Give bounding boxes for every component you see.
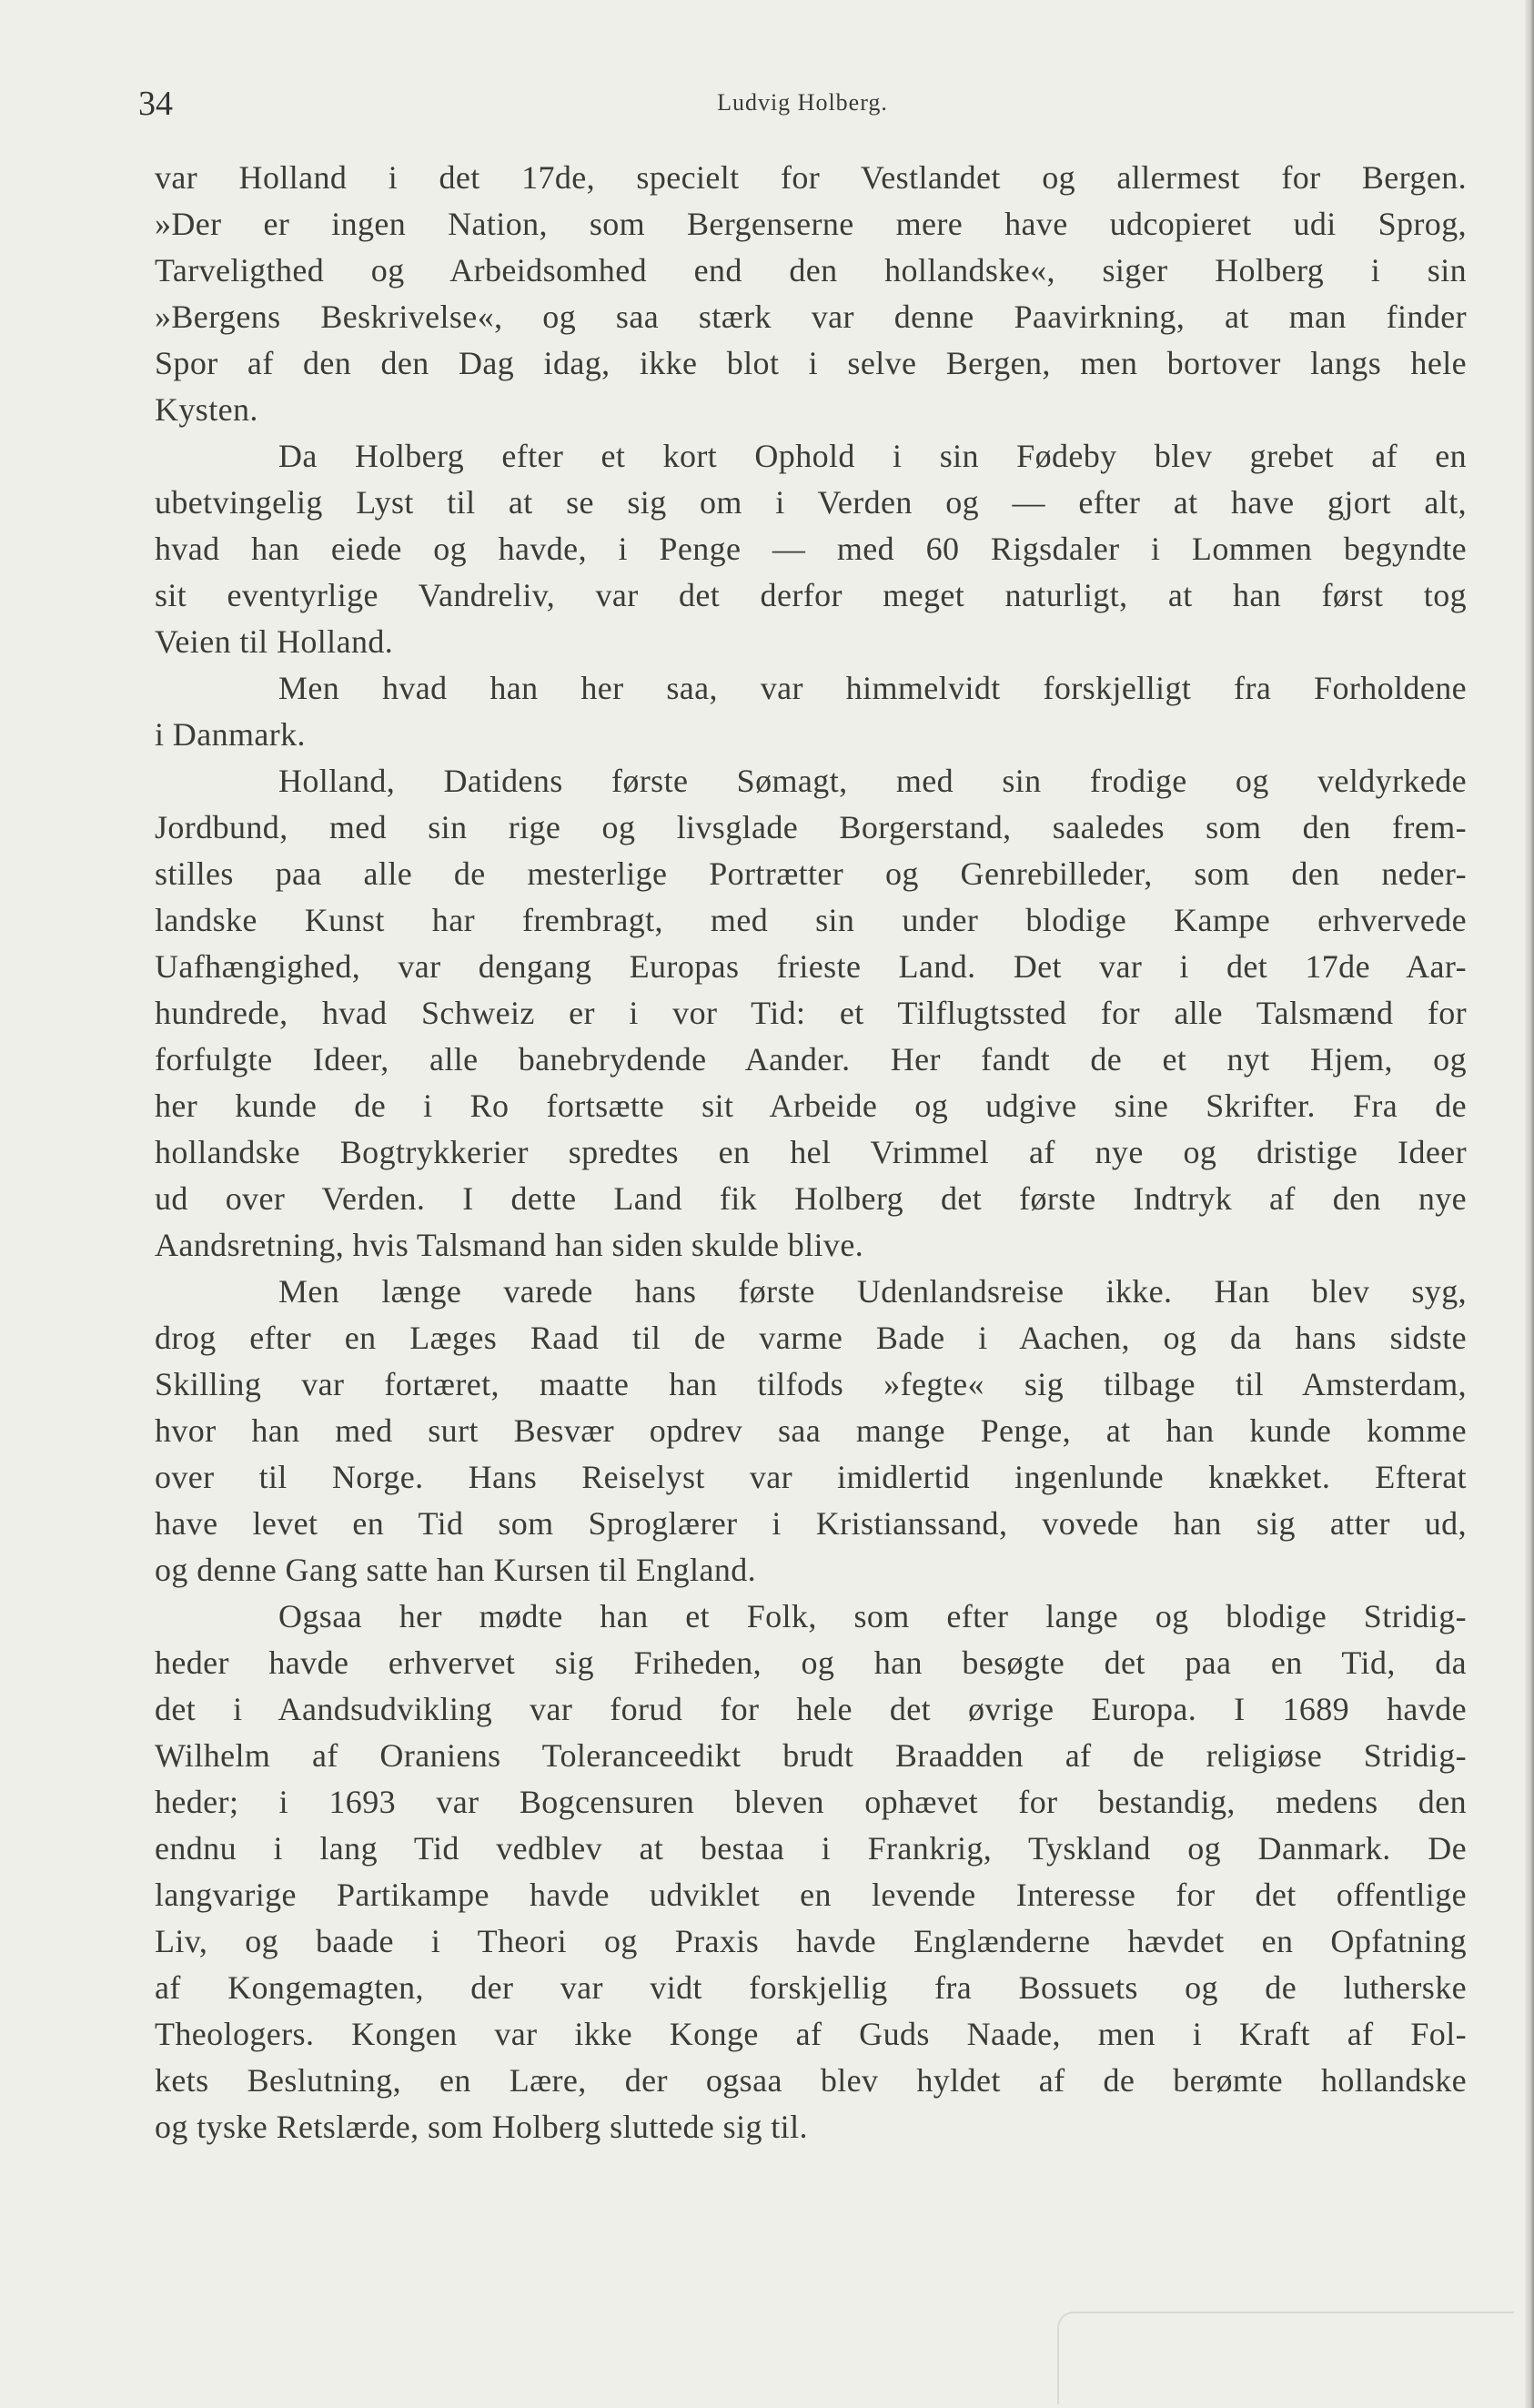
text-line: ubetvingelig Lyst til at se sig om i Verden og — efter at have gjort alt, bbox=[155, 484, 1467, 521]
text-line: her kunde de i Ro fortsætte sit Arbeide og udgive sine Skrifter. Fra de bbox=[155, 1088, 1467, 1124]
text-line: Liv, og baade i Theori og Praxis havde Englænderne hævdet en Opfatning bbox=[155, 1923, 1467, 1959]
page-header bbox=[138, 84, 1467, 129]
text-line: landske Kunst har frembragt, med sin under blodige Kampe erhvervede bbox=[155, 902, 1467, 938]
text-line: af Kongemagten, der var vidt forskjellig fra Bossuets og de lutherske bbox=[155, 1969, 1467, 2006]
paragraph bbox=[155, 665, 1467, 758]
text-line: forfulgte Ideer, alle banebrydende Aander. Her fandt de et nyt Hjem, og bbox=[155, 1041, 1467, 1078]
text-line: hundrede, hvad Schweiz er i vor Tid: et Tilflugtssted for alle Talsmænd for bbox=[155, 995, 1467, 1031]
text-line: have levet en Tid som Sproglærer i Kristianssand, vovede han sig atter ud, bbox=[155, 1505, 1467, 1542]
text-line: Veien til Holland. bbox=[155, 623, 394, 660]
text-line: Skilling var fortæret, maatte han tilfods »fegte« sig tilbage til Amsterdam, bbox=[155, 1366, 1467, 1402]
text-line: drog efter en Læges Raad til de varme Bade i Aachen, og da hans sidste bbox=[155, 1320, 1467, 1356]
text-line: Uafhængighed, var dengang Europas frieste Land. Det var i det 17de Aar- bbox=[155, 948, 1467, 985]
text-line: hvad han eiede og havde, i Penge — med 60 Rigsdaler i Lommen begyndte bbox=[155, 531, 1467, 567]
text-line: Aandsretning, hvis Talsmand han siden skulde blive. bbox=[155, 1227, 864, 1263]
paragraph bbox=[155, 1594, 1467, 2150]
text-line: kets Beslutning, en Lære, der ogsaa blev hyldet af de berømte hollandske bbox=[155, 2062, 1467, 2099]
text-line: ud over Verden. I dette Land fik Holberg det første Indtryk af den nye bbox=[155, 1180, 1467, 1217]
text-line: heder havde erhvervet sig Friheden, og han besøgte det paa en Tid, da bbox=[155, 1644, 1467, 1681]
text-line: Wilhelm af Oraniens Toleranceedikt brudt Braadden af de religiøse Stridig- bbox=[155, 1737, 1467, 1774]
text-line: Kysten. bbox=[155, 391, 258, 428]
text-line: sit eventyrlige Vandreliv, var det derfor meget naturligt, at han først tog bbox=[155, 577, 1467, 613]
text-line: Holland, Datidens første Sømagt, med sin frodige og veldyrkede bbox=[278, 763, 1467, 799]
text-line: Jordbund, med sin rige og livsglade Borgerstand, saaledes som den frem- bbox=[155, 809, 1467, 845]
page-edge bbox=[1525, 0, 1534, 2408]
text-line: langvarige Partikampe havde udviklet en levende Interesse for det offentlige bbox=[155, 1877, 1467, 1913]
paragraph bbox=[155, 1269, 1467, 1594]
page-corner-shadow bbox=[1057, 2312, 1514, 2404]
text-line: over til Norge. Hans Reiselyst var imidlertid ingenlunde knækket. Efterat bbox=[155, 1459, 1467, 1495]
text-line: endnu i lang Tid vedblev at bestaa i Frankrig, Tyskland og Danmark. De bbox=[155, 1830, 1467, 1867]
text-line: var Holland i det 17de, specielt for Vestlandet og allermest for Bergen. bbox=[155, 159, 1467, 196]
text-line: Ogsaa her mødte han et Folk, som efter lange og blodige Stridig- bbox=[278, 1598, 1467, 1634]
text-line: stilles paa alle de mesterlige Portrætter og Genrebilleder, som den neder- bbox=[155, 855, 1467, 892]
paragraph bbox=[155, 155, 1467, 433]
text-line: Theologers. Kongen var ikke Konge af Guds Naade, men i Kraft af Fol- bbox=[155, 2016, 1467, 2052]
text-line: og denne Gang satte han Kursen til England. bbox=[155, 1552, 757, 1588]
paragraph bbox=[155, 433, 1467, 665]
text-line: hollandske Bogtrykkerier spredtes en hel Vrimmel af nye og dristige Ideer bbox=[155, 1134, 1467, 1170]
text-line: Da Holberg efter et kort Ophold i sin Fødeby blev grebet af en bbox=[278, 438, 1467, 474]
text-line: heder; i 1693 var Bogcensuren bleven ophævet for bestandig, medens den bbox=[155, 1784, 1467, 1820]
body-text bbox=[155, 155, 1467, 2150]
text-line: Men længe varede hans første Udenlandsreise ikke. Han blev syg, bbox=[278, 1273, 1467, 1310]
text-line: hvor han med surt Besvær opdrev saa mange Penge, at han kunde komme bbox=[155, 1412, 1467, 1449]
text-line: Men hvad han her saa, var himmelvidt forskjelligt fra Forholdene bbox=[278, 670, 1467, 706]
text-line: »Bergens Beskrivelse«, og saa stærk var denne Paavirkning, at man finder bbox=[155, 298, 1467, 335]
running-title: Ludvig Holberg. bbox=[717, 89, 888, 116]
text-line: Tarveligthed og Arbeidsomhed end den hollandske«, siger Holberg i sin bbox=[155, 252, 1467, 288]
text-line: det i Aandsudvikling var forud for hele det øvrige Europa. I 1689 havde bbox=[155, 1691, 1467, 1727]
paragraph bbox=[155, 758, 1467, 1269]
page-number: 34 bbox=[138, 85, 173, 123]
text-line: og tyske Retslærde, som Holberg sluttede sig til. bbox=[155, 2109, 808, 2145]
text-line: i Danmark. bbox=[155, 716, 306, 753]
text-line: Spor af den den Dag idag, ikke blot i selve Bergen, men bortover langs hele bbox=[155, 345, 1467, 381]
text-line: »Der er ingen Nation, som Bergenserne mere have udcopieret udi Sprog, bbox=[155, 206, 1467, 242]
